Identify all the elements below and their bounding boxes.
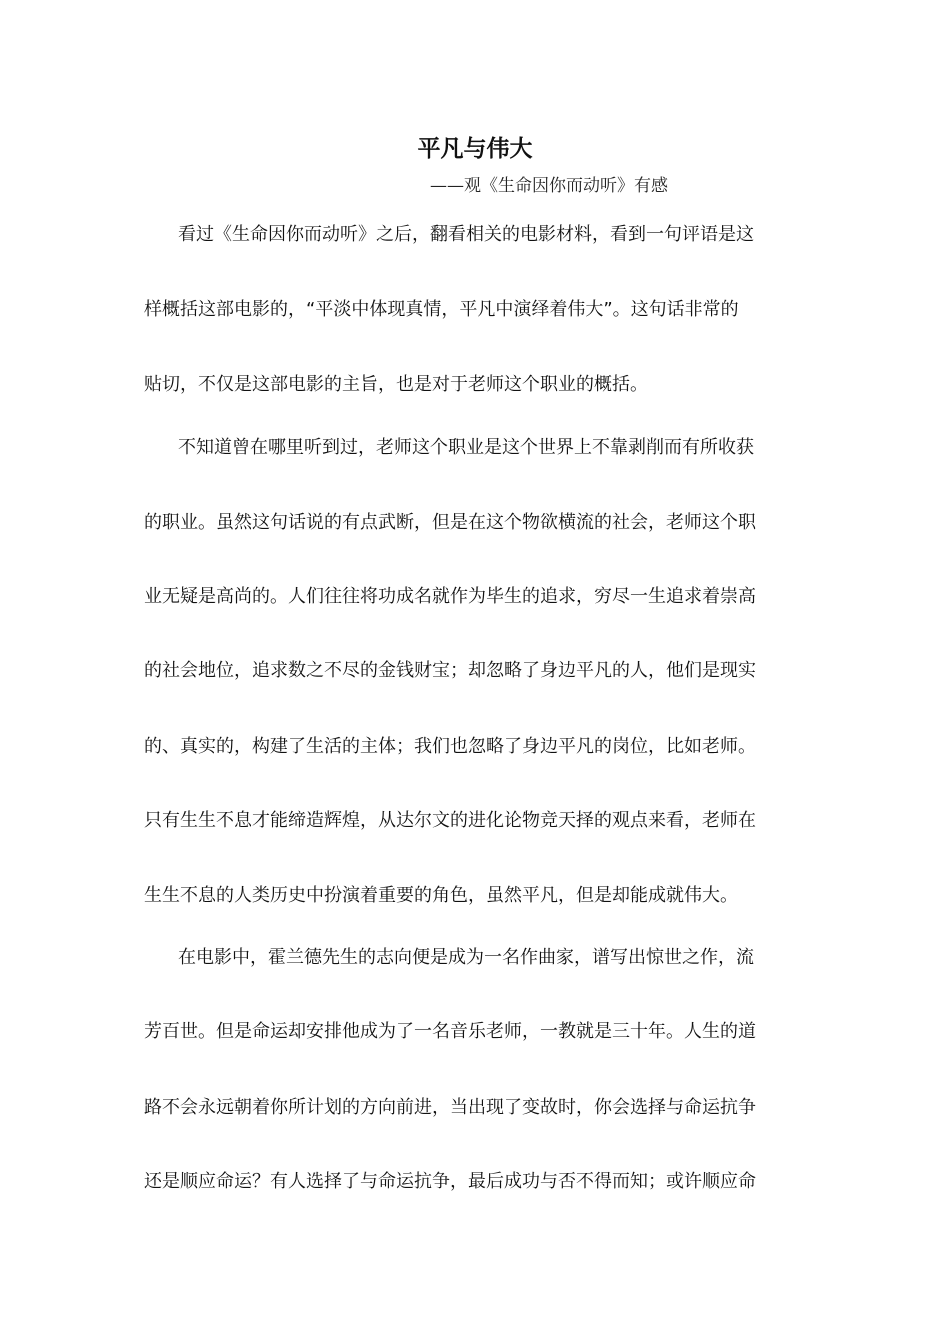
paragraph-3-line-4: 还是顺应命运？有人选择了与命运抗争，最后成功与否不得而知；或许顺应命: [144, 1171, 756, 1192]
paragraph-2-line-3: 业无疑是高尚的。人们往往将功成名就作为毕生的追求，穷尽一生追求着崇高: [144, 586, 756, 607]
paragraph-2-line-6: 只有生生不息才能缔造辉煌，从达尔文的进化论物竞天择的观点来看，老师在: [144, 810, 756, 831]
paragraph-2-line-7: 生生不息的人类历史中扮演着重要的角色，虽然平凡，但是却能成就伟大。: [144, 885, 738, 906]
paragraph-3-line-3: 路不会永远朝着你所计划的方向前进，当出现了变故时，你会选择与命运抗争: [144, 1097, 756, 1118]
paragraph-2-line-2: 的职业。虽然这句话说的有点武断，但是在这个物欲横流的社会，老师这个职: [144, 512, 756, 533]
paragraph-2-line-1: 不知道曾在哪里听到过，老师这个职业是这个世界上不靠剥削而有所收获: [178, 437, 754, 458]
paragraph-3-line-1: 在电影中，霍兰德先生的志向便是成为一名作曲家，谱写出惊世之作，流: [178, 947, 754, 968]
paragraph-2-line-5: 的、真实的，构建了生活的主体；我们也忽略了身边平凡的岗位，比如老师。: [144, 736, 756, 757]
paragraph-3-line-2: 芳百世。但是命运却安排他成为了一名音乐老师，一教就是三十年。人生的道: [144, 1021, 756, 1042]
paragraph-1-line-2: 样概括这部电影的，“平淡中体现真情，平凡中演绎着伟大”。这句话非常的: [144, 299, 739, 320]
paragraph-1-line-1: 看过《生命因你而动听》之后，翻看相关的电影材料，看到一句评语是这: [178, 224, 754, 245]
paragraph-1-line-3: 贴切，不仅是这部电影的主旨，也是对于老师这个职业的概括。: [144, 374, 648, 395]
document-subtitle: ——观《生命因你而动听》有感: [430, 176, 668, 196]
paragraph-2-line-4: 的社会地位，追求数之不尽的金钱财宝；却忽略了身边平凡的人，他们是现实: [144, 660, 756, 681]
document-title: 平凡与伟大: [417, 136, 533, 162]
